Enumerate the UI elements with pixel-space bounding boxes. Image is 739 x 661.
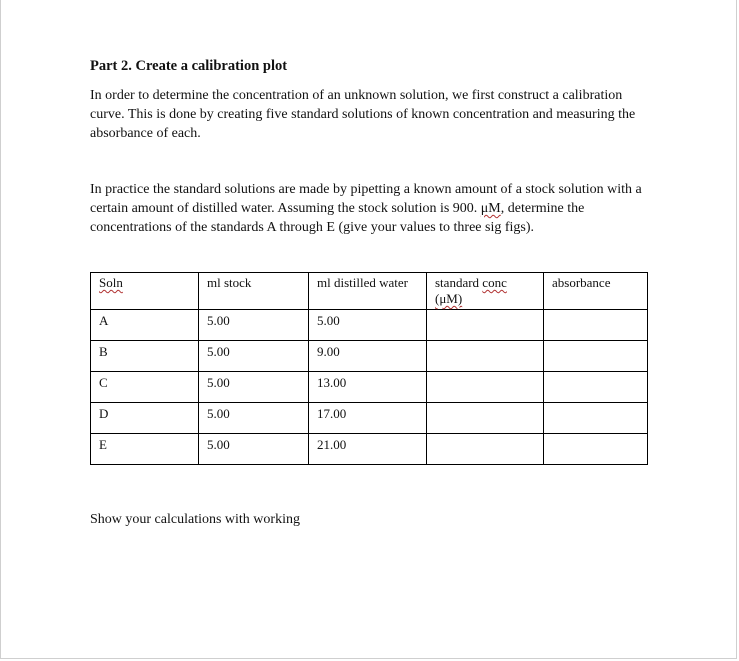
instructions-text-start: In practice the standard solutions are made by pipetting a known amount of a stock solution with a certain amount of distilled water. Assuming the stock solution is 900. <box>90 182 642 216</box>
intro-paragraph: In order to determine the concentration of an unknown solution, we first construct a calibration curve. This is done by creating five standard solutions of known concentration and measuring the absorbance of each. <box>90 88 636 141</box>
cell-soln: C <box>91 372 199 403</box>
table-row <box>91 372 648 403</box>
calculations-prompt: Show your calculations with working <box>90 512 300 527</box>
cell-standard-conc[interactable] <box>427 310 544 341</box>
header-ml-distilled: ml distilled water <box>309 273 427 310</box>
header-standard-conc-line1: standard conc <box>435 275 507 290</box>
cell-soln: A <box>91 310 199 341</box>
cell-absorbance[interactable] <box>544 434 648 465</box>
header-soln: Soln <box>91 273 199 310</box>
cell-ml-distilled: 13.00 <box>309 372 427 403</box>
table-header-row <box>91 273 648 310</box>
table-row <box>91 310 648 341</box>
cell-ml-stock: 5.00 <box>199 310 309 341</box>
cell-standard-conc[interactable] <box>427 341 544 372</box>
cell-standard-conc[interactable] <box>427 372 544 403</box>
table-row <box>91 403 648 434</box>
cell-ml-distilled: 5.00 <box>309 310 427 341</box>
header-conc-word: conc <box>482 275 507 290</box>
instructions-text-end: , determine the concentrations of the standards A through E (give your values to three sig figs). <box>90 201 585 235</box>
cell-soln: B <box>91 341 199 372</box>
cell-soln: E <box>91 434 199 465</box>
header-ml-stock: ml stock <box>199 273 309 310</box>
cell-ml-stock: 5.00 <box>199 372 309 403</box>
cell-absorbance[interactable] <box>544 310 648 341</box>
instructions-paragraph <box>90 180 650 237</box>
cell-ml-distilled: 17.00 <box>309 403 427 434</box>
cell-ml-distilled: 9.00 <box>309 341 427 372</box>
table-row <box>91 341 648 372</box>
cell-ml-distilled: 21.00 <box>309 434 427 465</box>
cell-standard-conc[interactable] <box>427 434 544 465</box>
cell-absorbance[interactable] <box>544 341 648 372</box>
stock-unit: μM <box>480 201 501 216</box>
header-standard-conc-unit: (μM) <box>435 291 463 306</box>
header-standard-conc <box>427 273 544 310</box>
cell-standard-conc[interactable] <box>427 403 544 434</box>
calibration-table <box>90 272 648 465</box>
document-body <box>90 57 650 235</box>
header-absorbance: absorbance <box>544 273 648 310</box>
cell-ml-stock: 5.00 <box>199 341 309 372</box>
cell-absorbance[interactable] <box>544 372 648 403</box>
cell-ml-stock: 5.00 <box>199 403 309 434</box>
cell-ml-stock: 5.00 <box>199 434 309 465</box>
section-heading: Part 2. Create a calibration plot <box>90 58 288 74</box>
cell-soln: D <box>91 403 199 434</box>
cell-absorbance[interactable] <box>544 403 648 434</box>
table-row <box>91 434 648 465</box>
